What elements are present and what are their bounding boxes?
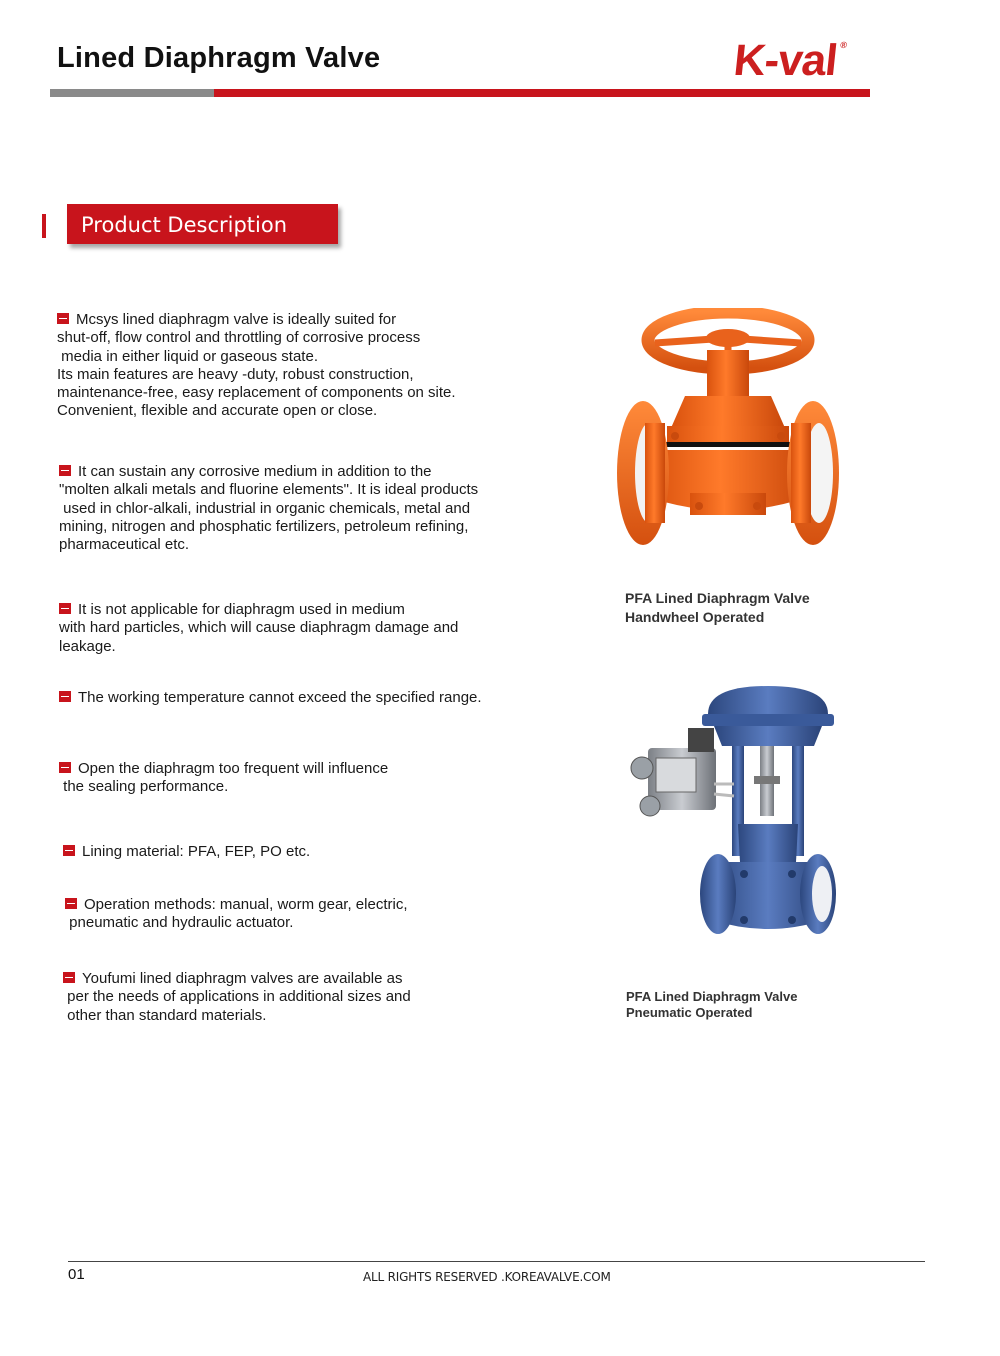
brand-name: K-val <box>731 36 840 85</box>
bullet-item-5 <box>59 760 529 797</box>
registered-mark: ® <box>839 40 847 50</box>
brand-logo <box>731 36 847 86</box>
bullet-text: It can sustain any corrosive medium in addition to the "molten alkali metals and fluorine elements". It is ideal products used in chlor-alkali, industrial in organic chemicals, metal and mining, nitrogen and phosphatic fertilizers, petroleum refining, pharmaceutical etc. <box>59 463 479 554</box>
footer-rule <box>68 1261 925 1262</box>
bullet-text: Operation methods: manual, worm gear, electric, pneumatic and hydraulic actuator. <box>69 896 408 932</box>
bullet-icon <box>57 313 69 324</box>
bullet-item-2 <box>59 463 529 554</box>
pneumatic-valve-image <box>628 684 836 952</box>
bullet-icon <box>59 603 71 614</box>
page-title: Lined Diaphragm Valve <box>57 42 381 74</box>
bullet-text: Open the diaphragm too frequent will influence the sealing performance. <box>63 760 389 796</box>
bullet-text: Youfumi lined diaphragm valves are available as per the needs of applications in additional sizes and other than standard materials. <box>67 970 411 1024</box>
bullet-item-6 <box>63 843 533 861</box>
footer-rights: ALL RIGHTS RESERVED .KOREAVALVE.COM <box>363 1270 611 1284</box>
section-heading: Product Description <box>67 204 338 244</box>
caption-line-1: PFA Lined Diaphragm Valve <box>626 989 798 1004</box>
product-caption-2 <box>626 989 797 1021</box>
header-rule-red <box>214 89 870 97</box>
page-number: 01 <box>68 1266 85 1283</box>
bullet-item-3 <box>59 601 529 656</box>
caption-line-1: PFA Lined Diaphragm Valve <box>625 590 810 606</box>
bullet-icon <box>63 845 75 856</box>
product-caption-1 <box>625 589 810 626</box>
bullet-text: Mcsys lined diaphragm valve is ideally suited for shut-off, flow control and throttling of corrosive process media in either liquid or gaseous state. Its main features are heavy -duty, robust construction, maintenance-free, easy replacement of components on site. Convenient, flexible and accurate open or close. <box>57 311 456 420</box>
bullet-text: The working temperature cannot exceed the specified range. <box>78 689 482 706</box>
bullet-item-7 <box>65 896 535 933</box>
section-marker <box>42 214 46 238</box>
bullet-item-8 <box>63 970 533 1025</box>
bullet-icon <box>63 972 75 983</box>
bullet-text: It is not applicable for diaphragm used in medium with hard particles, which will cause diaphragm damage and leakage. <box>59 601 459 655</box>
bullet-icon <box>59 691 71 702</box>
handwheel-valve-image <box>615 308 845 563</box>
bullet-item-1 <box>57 311 527 421</box>
bullet-icon <box>59 465 71 476</box>
bullet-icon <box>59 762 71 773</box>
bullet-item-4 <box>59 689 539 707</box>
caption-line-2: Pneumatic Operated <box>626 1005 753 1020</box>
caption-line-2: Handwheel Operated <box>625 608 765 625</box>
header-rule-gray <box>50 89 214 97</box>
bullet-icon <box>65 898 77 909</box>
bullet-text: Lining material: PFA, FEP, PO etc. <box>82 843 311 860</box>
